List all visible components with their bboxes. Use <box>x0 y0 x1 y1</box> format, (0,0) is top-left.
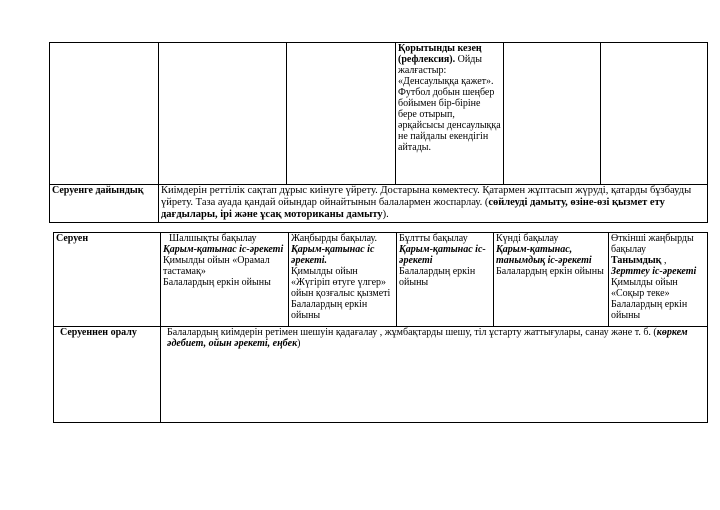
walk-observation: Шалшықты бақылау <box>169 233 257 244</box>
walk-activity: Қарым-қатынас іс-әрекеті <box>163 244 284 255</box>
return-label: Серуеннен оралу <box>54 327 161 423</box>
walk-activity: Қарым-қатынас іс әрекеті. <box>291 244 375 266</box>
walk-prep-label: Серуенге дайындық <box>50 185 159 223</box>
reflection-text: Ойды жалғастыр: «Денсаулыққа қажет». Футбол добын шеңбер бойымен бір-біріне бере отырып, әрқайсысы денсаулыққа не пайдалы екендігін айтады. <box>398 54 501 153</box>
empty-cell <box>287 43 396 185</box>
walk-game: Қимылды ойын «Соқыр теке» <box>611 277 678 299</box>
walk-free-play: Балалардың еркін ойыны <box>399 266 476 288</box>
return-text: Балалардың киімдерін ретімен шешуін қадағалау , жұмбақтарды шешу, тіл ұстарту жаттығулары, санау және т. б. ( <box>167 327 657 338</box>
walk-activity: Қарым-қатынас іс-әрекеті <box>399 244 486 266</box>
reflection-cell <box>396 43 504 185</box>
walk-free-play: Балалардың еркін ойыны <box>611 299 688 321</box>
walk-cell-mon <box>161 233 289 327</box>
walk-observation: Өткінші жаңбырды бақылау <box>611 233 694 255</box>
walk-cell-thu <box>494 233 609 327</box>
return-skills: көркем әдебиет, ойын әрекеті, еңбек <box>167 327 688 349</box>
reflection-title: Қорытынды кезең (рефлексия). <box>398 43 482 65</box>
walk-prep-cell <box>159 185 708 223</box>
walk-activity: Зерттеу іс-әрекеті <box>611 266 697 277</box>
return-cell <box>161 327 708 423</box>
empty-cell <box>50 43 159 185</box>
empty-cell <box>159 43 287 185</box>
walk-activity: Қарым-қатынас, танымдық іс-әрекеті <box>496 244 592 266</box>
schedule-table-bottom <box>53 232 708 423</box>
walk-game: Қимылды ойын «Жүгіріп өтуге үлгер» ойын қозғалыс қызметі <box>291 266 391 299</box>
walk-cell-tue <box>289 233 397 327</box>
walk-observation: Жаңбырды бақылау. <box>291 233 378 244</box>
empty-cell <box>504 43 601 185</box>
walk-free-play: Балалардың еркін ойыны <box>163 277 271 288</box>
empty-cell <box>601 43 708 185</box>
walk-prep-text: Киімдерін реттілік сақтап дұрыс киінуге үйрету. Достарына көмектесу. Қатармен жұптасып жүруді, қатарды бұзбауды үйрету. Таза ауада қандай ойындар ойнайтынын балалармен жоспарлау. ( <box>161 185 692 208</box>
walk-prep-skills: сөйлеуді дамыту, өзіне-өзі қызмет ету дағдылары, ірі және ұсақ моториканы дамыту <box>161 197 665 220</box>
walk-label: Серуен <box>54 233 161 327</box>
walk-cell-fri <box>609 233 708 327</box>
walk-cell-wed <box>397 233 494 327</box>
walk-cognitive: Танымдық <box>611 255 662 266</box>
walk-prep-end: ). <box>382 209 389 220</box>
walk-free-play: Балалардың еркін ойыны <box>496 266 604 277</box>
walk-cognitive-end: , <box>661 255 667 266</box>
return-end: ) <box>297 338 301 349</box>
schedule-table-top <box>49 42 708 223</box>
walk-free-play: Балалардың еркін ойыны <box>291 299 368 321</box>
walk-observation: Күнді бақылау <box>496 233 559 244</box>
walk-game: Қимылды ойын «Орамал тастамақ» <box>163 255 270 277</box>
walk-observation: Бұлтты бақылау <box>399 233 468 244</box>
